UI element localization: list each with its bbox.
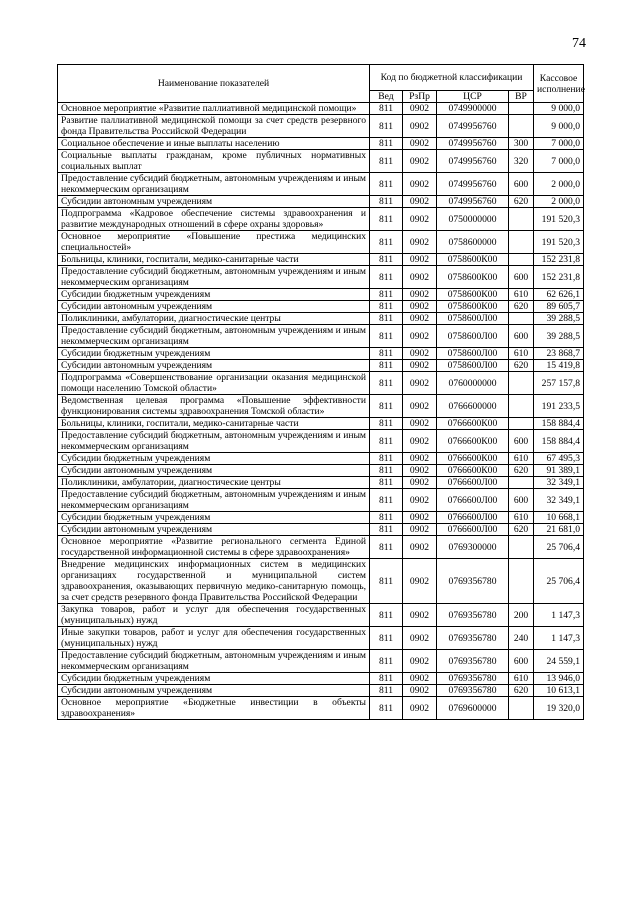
row-rzpr: 0902	[403, 536, 437, 559]
page-number: 74	[572, 36, 586, 51]
row-ved: 811	[370, 430, 403, 453]
row-rzpr: 0902	[403, 150, 437, 173]
row-rzpr: 0902	[403, 418, 437, 430]
row-amount: 39 288,5	[534, 325, 584, 348]
row-vr: 600	[509, 650, 534, 673]
table-row	[58, 313, 584, 325]
row-rzpr: 0902	[403, 604, 437, 627]
row-ved: 811	[370, 395, 403, 418]
row-amount: 32 349,1	[534, 489, 584, 512]
row-ved: 811	[370, 360, 403, 372]
row-name: Субсидии автономным учреждениям	[58, 524, 370, 536]
row-amount: 9 000,0	[534, 115, 584, 138]
row-csr: 0749956760	[437, 173, 509, 196]
row-csr: 0758600К00	[437, 301, 509, 313]
table-row	[58, 231, 584, 254]
row-vr	[509, 208, 534, 231]
row-csr: 0758600Л00	[437, 348, 509, 360]
row-ved: 811	[370, 418, 403, 430]
row-vr: 610	[509, 673, 534, 685]
row-vr	[509, 313, 534, 325]
table-body	[58, 103, 584, 720]
table-row	[58, 254, 584, 266]
table-row	[58, 627, 584, 650]
row-name: Субсидии автономным учреждениям	[58, 465, 370, 477]
row-vr	[509, 697, 534, 720]
table-row	[58, 697, 584, 720]
row-name: Субсидии бюджетным учреждениям	[58, 289, 370, 301]
row-csr: 0749956760	[437, 138, 509, 150]
row-ved: 811	[370, 536, 403, 559]
row-rzpr: 0902	[403, 685, 437, 697]
row-csr: 0758600Л00	[437, 325, 509, 348]
row-csr: 0758600Л00	[437, 313, 509, 325]
row-ved: 811	[370, 477, 403, 489]
row-vr	[509, 395, 534, 418]
header-csr: ЦСР	[437, 91, 509, 103]
row-name: Внедрение медицинских информационных систем в медицинских организациях государственной и муниципальной систем здравоохранения, оказывающих первичную медико-санитарную помощь, за счет средств резервного фонда Правительства Российской Федерации	[58, 559, 370, 604]
row-csr: 0766600К00	[437, 418, 509, 430]
row-vr: 620	[509, 360, 534, 372]
table-row	[58, 453, 584, 465]
row-name: Основное мероприятие «Развитие паллиативной медицинской помощи»	[58, 103, 370, 115]
row-vr	[509, 477, 534, 489]
row-amount: 191 233,5	[534, 395, 584, 418]
table-row	[58, 559, 584, 604]
row-name: Поликлиники, амбулатории, диагностические центры	[58, 313, 370, 325]
row-ved: 811	[370, 115, 403, 138]
row-vr	[509, 372, 534, 395]
row-amount: 39 288,5	[534, 313, 584, 325]
row-vr: 320	[509, 150, 534, 173]
row-vr	[509, 115, 534, 138]
row-vr: 620	[509, 465, 534, 477]
row-amount: 7 000,0	[534, 150, 584, 173]
row-csr: 0758600К00	[437, 254, 509, 266]
header-ved: Вед	[370, 91, 403, 103]
row-amount: 257 157,8	[534, 372, 584, 395]
table-row	[58, 685, 584, 697]
row-csr: 0758600000	[437, 231, 509, 254]
row-ved: 811	[370, 559, 403, 604]
row-name: Субсидии бюджетным учреждениям	[58, 348, 370, 360]
row-rzpr: 0902	[403, 524, 437, 536]
table-row	[58, 489, 584, 512]
row-vr: 610	[509, 289, 534, 301]
row-amount: 23 868,7	[534, 348, 584, 360]
row-amount: 7 000,0	[534, 138, 584, 150]
row-rzpr: 0902	[403, 465, 437, 477]
row-rzpr: 0902	[403, 360, 437, 372]
row-amount: 89 605,7	[534, 301, 584, 313]
row-amount: 25 706,4	[534, 559, 584, 604]
row-vr: 200	[509, 604, 534, 627]
row-name: Основное мероприятие «Повышение престижа медицинских специальностей»	[58, 231, 370, 254]
row-vr	[509, 231, 534, 254]
row-csr: 0766600000	[437, 395, 509, 418]
row-rzpr: 0902	[403, 627, 437, 650]
table-header	[58, 65, 584, 103]
row-rzpr: 0902	[403, 512, 437, 524]
table-row	[58, 301, 584, 313]
row-amount: 191 520,3	[534, 231, 584, 254]
row-csr: 0749900000	[437, 103, 509, 115]
row-rzpr: 0902	[403, 348, 437, 360]
row-name: Больницы, клиники, госпитали, медико-санитарные части	[58, 254, 370, 266]
row-ved: 811	[370, 254, 403, 266]
row-ved: 811	[370, 453, 403, 465]
row-rzpr: 0902	[403, 115, 437, 138]
row-rzpr: 0902	[403, 650, 437, 673]
row-name: Подпрограмма «Совершенствование организации оказания медицинской помощи населению Томской области»	[58, 372, 370, 395]
row-ved: 811	[370, 103, 403, 115]
row-name: Предоставление субсидий бюджетным, автономным учреждениям и иным некоммерческим организациям	[58, 325, 370, 348]
row-amount: 15 419,8	[534, 360, 584, 372]
header-rzpr: РзПр	[403, 91, 437, 103]
row-csr: 0769356780	[437, 604, 509, 627]
row-vr: 620	[509, 301, 534, 313]
row-ved: 811	[370, 489, 403, 512]
row-csr: 0758600Л00	[437, 360, 509, 372]
row-amount: 158 884,4	[534, 430, 584, 453]
row-vr: 600	[509, 325, 534, 348]
row-amount: 152 231,8	[534, 266, 584, 289]
row-amount: 19 320,0	[534, 697, 584, 720]
row-rzpr: 0902	[403, 138, 437, 150]
row-rzpr: 0902	[403, 325, 437, 348]
row-csr: 0769356780	[437, 627, 509, 650]
row-amount: 2 000,0	[534, 196, 584, 208]
row-ved: 811	[370, 372, 403, 395]
row-rzpr: 0902	[403, 289, 437, 301]
row-name: Субсидии автономным учреждениям	[58, 196, 370, 208]
row-ved: 811	[370, 627, 403, 650]
table-row	[58, 266, 584, 289]
row-amount: 191 520,3	[534, 208, 584, 231]
row-csr: 0766600К00	[437, 430, 509, 453]
row-rzpr: 0902	[403, 673, 437, 685]
table-row	[58, 360, 584, 372]
table-row	[58, 395, 584, 418]
row-csr: 0769356780	[437, 685, 509, 697]
row-ved: 811	[370, 150, 403, 173]
row-amount: 25 706,4	[534, 536, 584, 559]
header-amount: Кассовое исполнение	[534, 65, 584, 103]
row-rzpr: 0902	[403, 231, 437, 254]
row-ved: 811	[370, 173, 403, 196]
row-name: Субсидии бюджетным учреждениям	[58, 512, 370, 524]
row-name: Субсидии бюджетным учреждениям	[58, 453, 370, 465]
row-name: Субсидии автономным учреждениям	[58, 360, 370, 372]
row-vr	[509, 103, 534, 115]
table-row	[58, 103, 584, 115]
row-csr: 0766600Л00	[437, 524, 509, 536]
row-vr: 600	[509, 173, 534, 196]
row-rzpr: 0902	[403, 395, 437, 418]
row-name: Подпрограмма «Кадровое обеспечение системы здравоохранения и развитие международных отношений в сфере охраны здоровья»	[58, 208, 370, 231]
row-rzpr: 0902	[403, 301, 437, 313]
row-name: Предоставление субсидий бюджетным, автономным учреждениям и иным некоммерческим организациям	[58, 266, 370, 289]
row-csr: 0769300000	[437, 536, 509, 559]
row-rzpr: 0902	[403, 697, 437, 720]
table-row	[58, 173, 584, 196]
table-row	[58, 536, 584, 559]
row-ved: 811	[370, 208, 403, 231]
row-name: Социальное обеспечение и иные выплаты населению	[58, 138, 370, 150]
row-rzpr: 0902	[403, 430, 437, 453]
table-row	[58, 325, 584, 348]
row-amount: 10 668,1	[534, 512, 584, 524]
row-csr: 0769356780	[437, 650, 509, 673]
row-ved: 811	[370, 196, 403, 208]
table-row	[58, 465, 584, 477]
row-amount: 9 000,0	[534, 103, 584, 115]
row-name: Предоставление субсидий бюджетным, автономным учреждениям и иным некоммерческим организациям	[58, 173, 370, 196]
row-vr: 240	[509, 627, 534, 650]
row-amount: 158 884,4	[534, 418, 584, 430]
row-amount: 24 559,1	[534, 650, 584, 673]
row-amount: 67 495,3	[534, 453, 584, 465]
budget-table	[57, 64, 584, 720]
header-vr: ВР	[509, 91, 534, 103]
row-rzpr: 0902	[403, 173, 437, 196]
row-name: Предоставление субсидий бюджетным, автономным учреждениям и иным некоммерческим организациям	[58, 489, 370, 512]
row-rzpr: 0902	[403, 477, 437, 489]
row-amount: 32 349,1	[534, 477, 584, 489]
table-row	[58, 650, 584, 673]
row-csr: 0749956760	[437, 196, 509, 208]
row-vr: 600	[509, 266, 534, 289]
table-row	[58, 348, 584, 360]
row-csr: 0769356780	[437, 559, 509, 604]
row-amount: 91 389,1	[534, 465, 584, 477]
row-csr: 0758600К00	[437, 266, 509, 289]
row-ved: 811	[370, 673, 403, 685]
table-row	[58, 138, 584, 150]
row-csr: 0769600000	[437, 697, 509, 720]
row-name: Предоставление субсидий бюджетным, автономным учреждениям и иным некоммерческим организациям	[58, 430, 370, 453]
row-name: Развитие паллиативной медицинской помощи за счет средств резервного фонда Правительства Российской Федерации	[58, 115, 370, 138]
row-csr: 0766600К00	[437, 453, 509, 465]
row-vr: 620	[509, 685, 534, 697]
row-rzpr: 0902	[403, 196, 437, 208]
row-rzpr: 0902	[403, 103, 437, 115]
table-row	[58, 208, 584, 231]
row-amount: 152 231,8	[534, 254, 584, 266]
row-ved: 811	[370, 301, 403, 313]
row-name: Субсидии автономным учреждениям	[58, 301, 370, 313]
row-ved: 811	[370, 289, 403, 301]
row-vr: 620	[509, 196, 534, 208]
row-csr: 0760000000	[437, 372, 509, 395]
row-rzpr: 0902	[403, 313, 437, 325]
table-row	[58, 673, 584, 685]
row-name: Иные закупки товаров, работ и услуг для обеспечения государственных (муниципальных) нужд	[58, 627, 370, 650]
row-ved: 811	[370, 348, 403, 360]
row-ved: 811	[370, 325, 403, 348]
row-vr: 600	[509, 430, 534, 453]
row-ved: 811	[370, 313, 403, 325]
table-row	[58, 418, 584, 430]
table-row	[58, 604, 584, 627]
row-amount: 21 681,0	[534, 524, 584, 536]
row-rzpr: 0902	[403, 372, 437, 395]
row-csr: 0769356780	[437, 673, 509, 685]
row-name: Субсидии автономным учреждениям	[58, 685, 370, 697]
row-ved: 811	[370, 266, 403, 289]
table-row	[58, 430, 584, 453]
row-vr: 600	[509, 489, 534, 512]
row-csr: 0749956760	[437, 115, 509, 138]
row-name: Закупка товаров, работ и услуг для обеспечения государственных (муниципальных) нужд	[58, 604, 370, 627]
row-csr: 0750000000	[437, 208, 509, 231]
row-amount: 13 946,0	[534, 673, 584, 685]
table-row	[58, 115, 584, 138]
row-ved: 811	[370, 512, 403, 524]
row-vr	[509, 418, 534, 430]
row-name: Предоставление субсидий бюджетным, автономным учреждениям и иным некоммерческим организациям	[58, 650, 370, 673]
row-rzpr: 0902	[403, 453, 437, 465]
row-name: Основное мероприятие «Бюджетные инвестиции в объекты здравоохранения»	[58, 697, 370, 720]
row-rzpr: 0902	[403, 489, 437, 512]
row-vr: 610	[509, 348, 534, 360]
table-row	[58, 196, 584, 208]
row-rzpr: 0902	[403, 266, 437, 289]
row-vr	[509, 254, 534, 266]
table-row	[58, 372, 584, 395]
row-rzpr: 0902	[403, 208, 437, 231]
table-row	[58, 477, 584, 489]
row-vr: 620	[509, 524, 534, 536]
row-name: Основное мероприятие «Развитие регионального сегмента Единой государственной информационной системы в сфере здравоохранения»	[58, 536, 370, 559]
row-name: Социальные выплаты гражданам, кроме публичных нормативных социальных выплат	[58, 150, 370, 173]
row-csr: 0766600Л00	[437, 477, 509, 489]
row-ved: 811	[370, 231, 403, 254]
table-row	[58, 524, 584, 536]
row-name: Ведомственная целевая программа «Повышение эффективности функционирования системы здравоохранения Томской области»	[58, 395, 370, 418]
row-vr: 610	[509, 453, 534, 465]
row-csr: 0766600Л00	[437, 489, 509, 512]
header-name: Наименование показателей	[58, 65, 370, 103]
row-ved: 811	[370, 138, 403, 150]
row-ved: 811	[370, 650, 403, 673]
table-row	[58, 289, 584, 301]
row-csr: 0766600К00	[437, 465, 509, 477]
row-ved: 811	[370, 524, 403, 536]
table-row	[58, 512, 584, 524]
row-csr: 0758600К00	[437, 289, 509, 301]
row-name: Поликлиники, амбулатории, диагностические центры	[58, 477, 370, 489]
table-row	[58, 150, 584, 173]
row-ved: 811	[370, 697, 403, 720]
row-name: Субсидии бюджетным учреждениям	[58, 673, 370, 685]
row-csr: 0766600Л00	[437, 512, 509, 524]
row-amount: 62 626,1	[534, 289, 584, 301]
row-vr: 300	[509, 138, 534, 150]
row-rzpr: 0902	[403, 559, 437, 604]
row-vr: 610	[509, 512, 534, 524]
row-rzpr: 0902	[403, 254, 437, 266]
row-ved: 811	[370, 604, 403, 627]
row-vr	[509, 559, 534, 604]
row-vr	[509, 536, 534, 559]
row-amount: 1 147,3	[534, 604, 584, 627]
row-csr: 0749956760	[437, 150, 509, 173]
row-amount: 2 000,0	[534, 173, 584, 196]
row-amount: 1 147,3	[534, 627, 584, 650]
row-ved: 811	[370, 465, 403, 477]
row-amount: 10 613,1	[534, 685, 584, 697]
row-ved: 811	[370, 685, 403, 697]
row-name: Больницы, клиники, госпитали, медико-санитарные части	[58, 418, 370, 430]
header-code-group: Код по бюджетной классификации	[370, 65, 534, 91]
